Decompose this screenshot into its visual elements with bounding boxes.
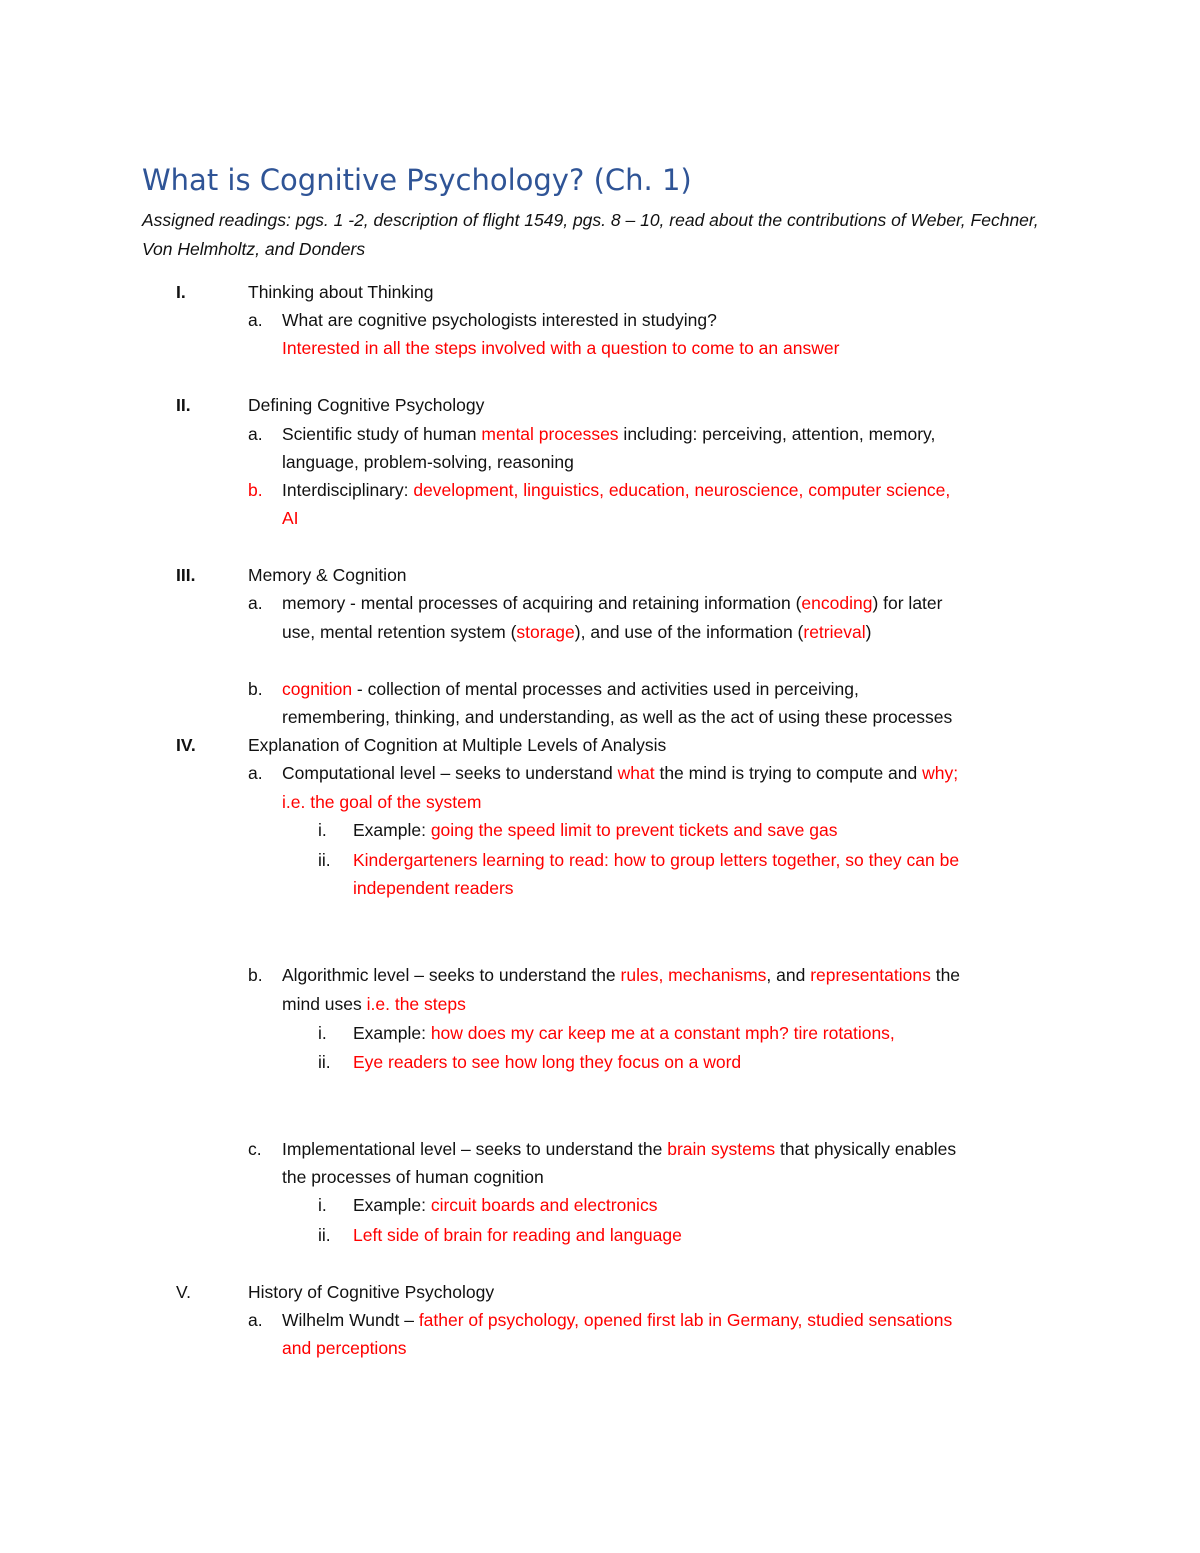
list-item-text: AI (282, 508, 299, 528)
list-item-text: Scientific study of human mental processes including: perceiving, attention, memory, (282, 424, 936, 444)
list-item-text: independent readers (353, 878, 514, 898)
section-heading: Defining Cognitive Psychology (248, 395, 485, 415)
section-number: I. (176, 282, 186, 302)
list-marker: i. (318, 820, 327, 840)
list-item-text: Algorithmic level – seeks to understand the rules, mechanisms, and representations the (282, 965, 961, 985)
list-marker: b. (248, 679, 263, 699)
list-item-text: language, problem-solving, reasoning (282, 452, 574, 472)
list-marker: ii. (318, 1225, 331, 1245)
list-marker: a. (248, 424, 263, 444)
list-item-text: Interdisciplinary: development, linguistics, education, neuroscience, computer science, (282, 480, 951, 500)
list-item-text: use, mental retention system (storage), and use of the information (retrieval) (282, 622, 872, 642)
answer-text: Interested in all the steps involved with a question to come to an answer (282, 338, 840, 358)
section-heading: Thinking about Thinking (248, 282, 434, 302)
list-item-text: the processes of human cognition (282, 1167, 544, 1187)
list-item-text: What are cognitive psychologists interested in studying? (282, 310, 717, 330)
section-heading: History of Cognitive Psychology (248, 1282, 495, 1302)
list-item-text: Example: circuit boards and electronics (353, 1195, 658, 1215)
list-item-text: cognition - collection of mental processes and activities used in perceiving, (282, 679, 859, 699)
list-marker: a. (248, 593, 263, 613)
list-marker: b. (248, 480, 263, 500)
list-marker: ii. (318, 1052, 331, 1072)
assigned-readings: Assigned readings: pgs. 1 -2, description of flight 1549, pgs. 8 – 10, read about the contributions of Weber, Fechner, Von Helmholtz, and Donders (142, 210, 1039, 259)
section-heading: Memory & Cognition (248, 565, 407, 585)
list-item-text: mind uses i.e. the steps (282, 994, 466, 1014)
list-item-text: Wilhelm Wundt – father of psychology, opened first lab in Germany, studied sensations (282, 1310, 953, 1330)
list-marker: i. (318, 1195, 327, 1215)
list-item-text: Kindergarteners learning to read: how to group letters together, so they can be (353, 850, 960, 870)
list-item-text: Example: how does my car keep me at a constant mph? tire rotations, (353, 1023, 895, 1043)
list-marker: c. (248, 1139, 262, 1159)
list-item-text: Implementational level – seeks to understand the brain systems that physically enables (282, 1139, 957, 1159)
list-item-text: remembering, thinking, and understanding, as well as the act of using these processes (282, 707, 953, 727)
page-title: What is Cognitive Psychology? (Ch. 1) (142, 163, 692, 197)
section-number: IV. (176, 735, 196, 755)
list-marker: a. (248, 763, 263, 783)
list-marker: a. (248, 310, 263, 330)
section-heading: Explanation of Cognition at Multiple Levels of Analysis (248, 735, 667, 755)
list-marker: i. (318, 1023, 327, 1043)
list-item-text: Left side of brain for reading and language (353, 1225, 682, 1245)
list-item-text: Computational level – seeks to understand what the mind is trying to compute and why; (282, 763, 959, 783)
list-marker: a. (248, 1310, 263, 1330)
list-marker: ii. (318, 850, 331, 870)
section-number: V. (176, 1282, 191, 1302)
list-item-text: Example: going the speed limit to prevent tickets and save gas (353, 820, 838, 840)
list-item-text: i.e. the goal of the system (282, 792, 482, 812)
list-item-text: and perceptions (282, 1338, 407, 1358)
list-item-text: Eye readers to see how long they focus on a word (353, 1052, 742, 1072)
list-item-text: memory - mental processes of acquiring and retaining information (encoding) for later (282, 593, 943, 613)
section-number: III. (176, 565, 196, 585)
list-marker: b. (248, 965, 263, 985)
section-number: II. (176, 395, 191, 415)
